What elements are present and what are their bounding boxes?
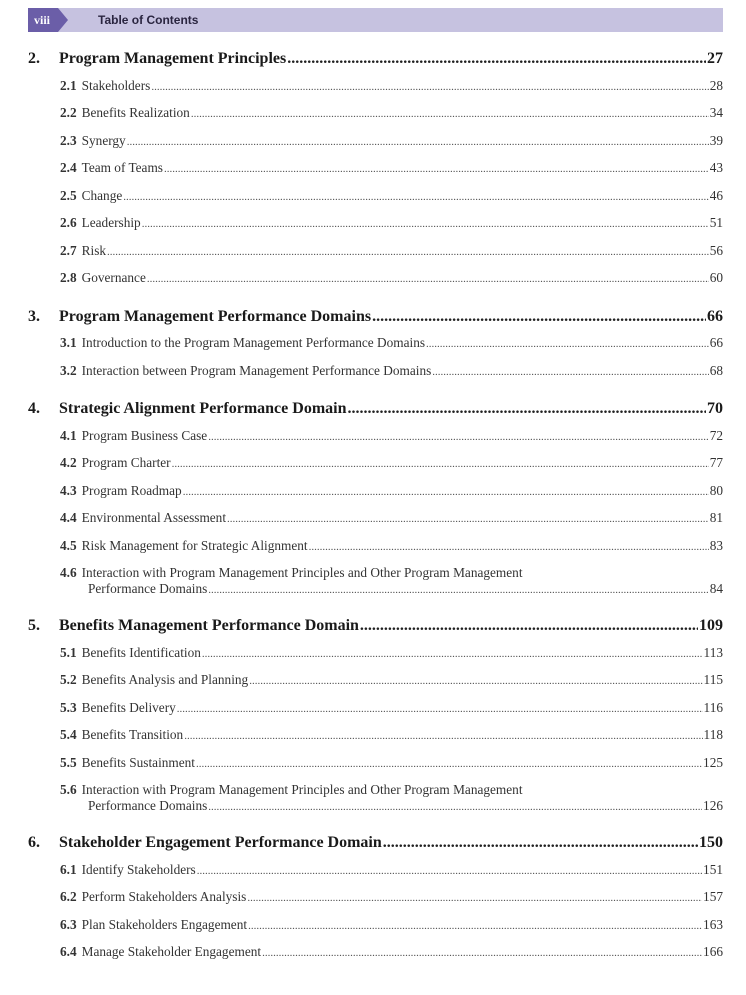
- section-title: Leadership: [81, 215, 141, 230]
- section-entry[interactable]: [28, 270, 723, 298]
- dot-leader: [227, 513, 709, 525]
- section-title: Introduction to the Program Management Performance Domains: [81, 335, 426, 350]
- chapter-title: Stakeholder Engagement Performance Domain: [59, 834, 382, 851]
- dot-leader: [287, 50, 706, 68]
- section-title: Change: [81, 187, 123, 203]
- section-entry[interactable]: [28, 160, 723, 188]
- section-page: 34: [709, 105, 723, 120]
- section-page: 80: [709, 482, 723, 498]
- section-page: 84: [709, 581, 723, 596]
- section-page: 166: [703, 944, 723, 959]
- chapter-number: 5.: [28, 617, 40, 634]
- dot-leader: [202, 648, 703, 660]
- section-title: Program Charter: [81, 455, 171, 470]
- section-gap: [28, 607, 723, 617]
- dot-leader: [347, 400, 706, 418]
- section-title: Plan Stakeholders Engagement: [81, 916, 248, 932]
- chapter-entry[interactable]: [28, 617, 723, 645]
- section-entry[interactable]: [28, 483, 723, 511]
- chapter-page: 66: [707, 307, 723, 325]
- section-entry[interactable]: [28, 700, 723, 728]
- section-page: 125: [703, 754, 723, 770]
- section-page: 51: [709, 215, 723, 230]
- dot-leader: [208, 431, 709, 443]
- section-title: Benefits Delivery: [81, 699, 176, 715]
- dot-leader: [383, 834, 698, 852]
- section-entry[interactable]: [28, 565, 723, 607]
- dot-leader: [172, 458, 709, 470]
- section-number: 2.4: [60, 160, 77, 175]
- section-number: 5.2: [60, 672, 77, 687]
- section-number: 4.6: [60, 565, 77, 580]
- header-title: Table of Contents: [98, 13, 199, 27]
- dot-leader: [262, 947, 702, 959]
- dot-leader: [360, 617, 698, 635]
- section-number: 3.1: [60, 335, 77, 350]
- section-entry[interactable]: [28, 755, 723, 783]
- section-page: 113: [703, 644, 723, 660]
- section-number: 6.2: [60, 889, 77, 904]
- section-page: 116: [703, 699, 723, 715]
- section-title: Risk Management for Strategic Alignment: [81, 537, 308, 553]
- section-entry[interactable]: [28, 672, 723, 700]
- chapter-title: Benefits Management Performance Domain: [59, 617, 359, 634]
- section-entry[interactable]: [28, 455, 723, 483]
- section-page: 66: [709, 335, 723, 350]
- chapter-title: Program Management Performance Domains: [59, 307, 372, 325]
- section-page: 28: [709, 77, 723, 93]
- dot-leader: [249, 675, 702, 687]
- section-number: 2.7: [60, 242, 77, 258]
- section-title: Manage Stakeholder Engagement: [81, 944, 262, 959]
- dot-leader: [208, 799, 702, 815]
- chapter-title: Program Management Principles: [59, 50, 287, 67]
- section-page: 77: [709, 455, 723, 470]
- section-title: Governance: [81, 270, 146, 285]
- section-page: 83: [709, 537, 723, 553]
- section-title: Environmental Assessment: [81, 510, 227, 525]
- section-number: 2.5: [60, 187, 77, 203]
- section-number: 2.3: [60, 132, 77, 148]
- dot-leader: [372, 308, 706, 326]
- section-page: 126: [703, 798, 723, 813]
- section-entry[interactable]: [28, 645, 723, 673]
- section-title: Benefits Identification: [81, 644, 201, 660]
- section-page: 81: [709, 510, 723, 525]
- chapter-page: 109: [699, 617, 723, 634]
- section-page: 115: [703, 672, 723, 687]
- section-title: Interaction between Program Management Performance Domains: [81, 362, 432, 378]
- section-entry[interactable]: [28, 78, 723, 106]
- section-title: Interaction with Program Management Principles and Other Program Management: [81, 782, 523, 797]
- dot-leader: [151, 81, 708, 93]
- section-title: Benefits Analysis and Planning: [81, 672, 249, 687]
- section-number: 5.1: [60, 644, 77, 660]
- section-entry[interactable]: [28, 133, 723, 161]
- section-number: 5.6: [60, 782, 77, 797]
- section-number: 4.2: [60, 455, 77, 470]
- section-entry[interactable]: [28, 215, 723, 243]
- dot-leader: [247, 892, 702, 904]
- section-number: 6.4: [60, 944, 77, 959]
- chapter-page: 70: [707, 400, 723, 417]
- dot-leader: [309, 541, 709, 553]
- section-line-1: [60, 565, 723, 581]
- chapter-entry[interactable]: [28, 834, 723, 862]
- section-page: 60: [709, 270, 723, 285]
- section-number: 5.3: [60, 699, 77, 715]
- dot-leader: [196, 758, 702, 770]
- section-title: Stakeholders: [81, 77, 151, 93]
- section-page: 56: [709, 242, 723, 258]
- section-number: 2.8: [60, 270, 77, 285]
- chapter-number: 2.: [28, 50, 40, 67]
- section-number: 2.2: [60, 105, 77, 120]
- section-title: Program Roadmap: [81, 482, 182, 498]
- section-line-2: [60, 581, 723, 598]
- section-entry[interactable]: [28, 782, 723, 824]
- section-gap: [28, 298, 723, 308]
- table-of-contents: [28, 50, 723, 972]
- section-number: 5.5: [60, 754, 77, 770]
- dot-leader: [426, 338, 709, 350]
- section-entry[interactable]: [28, 944, 723, 972]
- section-number: 6.1: [60, 861, 77, 877]
- chapter-entry[interactable]: [28, 308, 723, 336]
- section-title: Interaction with Program Management Principles and Other Program Management: [81, 565, 523, 580]
- chapter-entry[interactable]: [28, 50, 723, 78]
- dot-leader: [177, 703, 703, 715]
- section-page: 39: [709, 132, 723, 148]
- page-numeral-tab: viii: [28, 8, 58, 32]
- chapter-entry[interactable]: [28, 400, 723, 428]
- section-entry[interactable]: [28, 335, 723, 363]
- section-page: 68: [709, 362, 723, 378]
- section-title: Risk: [81, 242, 107, 258]
- dot-leader: [164, 163, 709, 175]
- section-entry[interactable]: [28, 105, 723, 133]
- section-title: Program Business Case: [81, 427, 208, 443]
- chapter-page: 27: [707, 50, 723, 67]
- dot-leader: [184, 730, 702, 742]
- section-gap: [28, 824, 723, 834]
- dot-leader: [248, 920, 702, 932]
- section-entry[interactable]: [28, 243, 723, 271]
- dot-leader: [183, 486, 709, 498]
- section-page: 163: [703, 916, 723, 932]
- chapter-title: Strategic Alignment Performance Domain: [59, 400, 347, 417]
- section-number: 2.6: [60, 215, 77, 230]
- section-title: Benefits Transition: [81, 727, 184, 742]
- section-title-continued: Performance Domains: [88, 581, 208, 596]
- section-entry[interactable]: [28, 862, 723, 890]
- dot-leader: [123, 191, 708, 203]
- section-title: Benefits Sustainment: [81, 754, 196, 770]
- running-header: [28, 8, 723, 32]
- section-number: 5.4: [60, 727, 77, 742]
- section-entry[interactable]: [28, 188, 723, 216]
- section-page: 151: [703, 861, 723, 877]
- section-page: 46: [709, 187, 723, 203]
- section-gap: [28, 390, 723, 400]
- section-page: 72: [709, 427, 723, 443]
- section-title-continued: Performance Domains: [88, 798, 208, 813]
- section-number: 4.5: [60, 537, 77, 553]
- section-entry[interactable]: [28, 363, 723, 391]
- dot-leader: [432, 366, 708, 378]
- section-entry[interactable]: [28, 889, 723, 917]
- section-entry[interactable]: [28, 538, 723, 566]
- section-page: 43: [709, 160, 723, 175]
- section-line-2: [60, 798, 723, 815]
- dot-leader: [197, 865, 702, 877]
- section-number: 2.1: [60, 77, 77, 93]
- dot-leader: [191, 108, 709, 120]
- section-number: 4.4: [60, 510, 77, 525]
- section-entry[interactable]: [28, 917, 723, 945]
- section-page: 157: [703, 889, 723, 904]
- dot-leader: [142, 218, 709, 230]
- section-number: 6.3: [60, 916, 77, 932]
- dot-leader: [107, 246, 709, 258]
- chapter-number: 4.: [28, 400, 40, 417]
- section-title: Identify Stakeholders: [81, 861, 196, 877]
- chapter-page: 150: [699, 834, 723, 851]
- section-title: Perform Stakeholders Analysis: [81, 889, 247, 904]
- dot-leader: [208, 582, 708, 598]
- dot-leader: [147, 273, 709, 285]
- section-entry[interactable]: [28, 510, 723, 538]
- section-title: Team of Teams: [81, 160, 163, 175]
- section-line-1: [60, 782, 723, 798]
- section-entry[interactable]: [28, 428, 723, 456]
- dot-leader: [127, 136, 709, 148]
- section-number: 3.2: [60, 362, 77, 378]
- section-number: 4.3: [60, 482, 77, 498]
- chapter-number: 6.: [28, 834, 40, 851]
- section-entry[interactable]: [28, 727, 723, 755]
- section-title: Synergy: [81, 132, 126, 148]
- section-title: Benefits Realization: [81, 105, 190, 120]
- section-page: 118: [703, 727, 723, 742]
- chapter-number: 3.: [28, 307, 40, 325]
- section-number: 4.1: [60, 427, 77, 443]
